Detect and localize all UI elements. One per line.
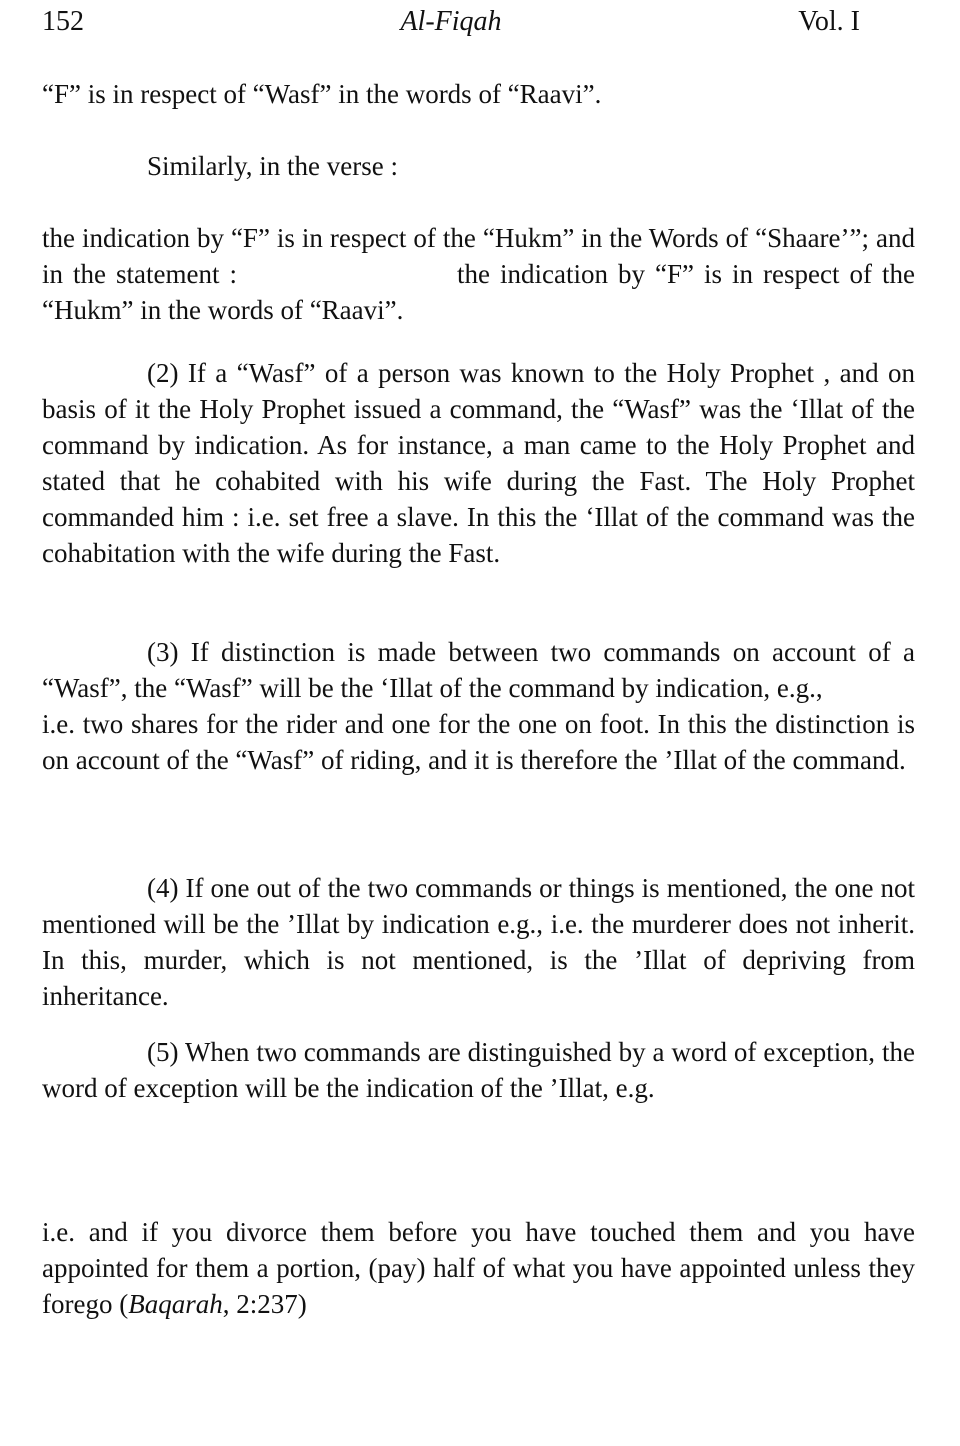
paragraph-text: i.e. two shares for the rider and one for the one on foot. In this the distinction is on account of the “Wasf” of riding, and it is therefore the ’Illat of the command. xyxy=(42,709,915,775)
paragraph-7 xyxy=(42,1034,915,1106)
paragraph-text: (2) If a “Wasf” of a person was known to the Holy Prophet , and on basis of it the Holy Prophet issued a command, the “Wasf” was the ‘Illat of the command by indication. As for instance, a man came to the Holy Prophet and stated that he cohabited with his wife during the Fast. The Holy Prophet commanded him : i.e. set free a slave. In this the ‘Illat of the command was the cohabitation with the wife during the Fast. xyxy=(42,358,915,568)
paragraph-text: (3) If distinction is made between two commands on account of a “Wasf”, the “Wasf” will be the ‘Illat of the command by indication, e.g., xyxy=(42,637,915,703)
paragraph-text: “F” is in respect of “Wasf” in the words of “Raavi”. xyxy=(42,79,602,109)
paragraph-text: (4) If one out of the two commands or things is mentioned, the one not mentioned will be the ’Illat by indication e.g., i.e. the murderer does not inherit. In this, murder, which is not mentioned, is the ’Illat of depriving from inheritance. xyxy=(42,873,915,1011)
paragraph-8-text: i.e. and if you divorce them before you have touched them and you have appointed for them a portion, (pay) half of what you have appointed unless they forego ( xyxy=(42,1217,915,1319)
book-title: Al-Fiqah xyxy=(400,6,502,37)
verse-reference: , 2:237) xyxy=(222,1289,307,1319)
paragraph-4 xyxy=(42,355,915,571)
page-number: 152 xyxy=(42,6,84,37)
paragraph-text: (5) When two commands are distinguished by a word of exception, the word of exception will be the indication of the ’Illat, e.g. xyxy=(42,1037,915,1103)
paragraph-8 xyxy=(42,1214,915,1322)
paragraph-2 xyxy=(42,148,915,184)
paragraph-text: Similarly, in the verse : xyxy=(147,151,398,181)
paragraph-1 xyxy=(42,76,915,112)
surah-reference: Baqarah xyxy=(128,1289,223,1319)
paragraph-text xyxy=(42,1214,915,1322)
running-header xyxy=(42,2,860,42)
paragraph-3 xyxy=(42,220,915,328)
paragraph-3-part-b: the indication by “F” is in respect of the “Hukm” in the words of “Raavi”. xyxy=(42,259,915,325)
volume-label: Vol. I xyxy=(798,6,860,37)
paragraph-3-part-a: the indication by “F” is in respect of the “Hukm” in the Words of “Shaare’”; and in the statement : xyxy=(42,223,915,289)
paragraph-6 xyxy=(42,870,915,1014)
paragraph-text xyxy=(42,220,915,328)
paragraph-5 xyxy=(42,634,915,778)
